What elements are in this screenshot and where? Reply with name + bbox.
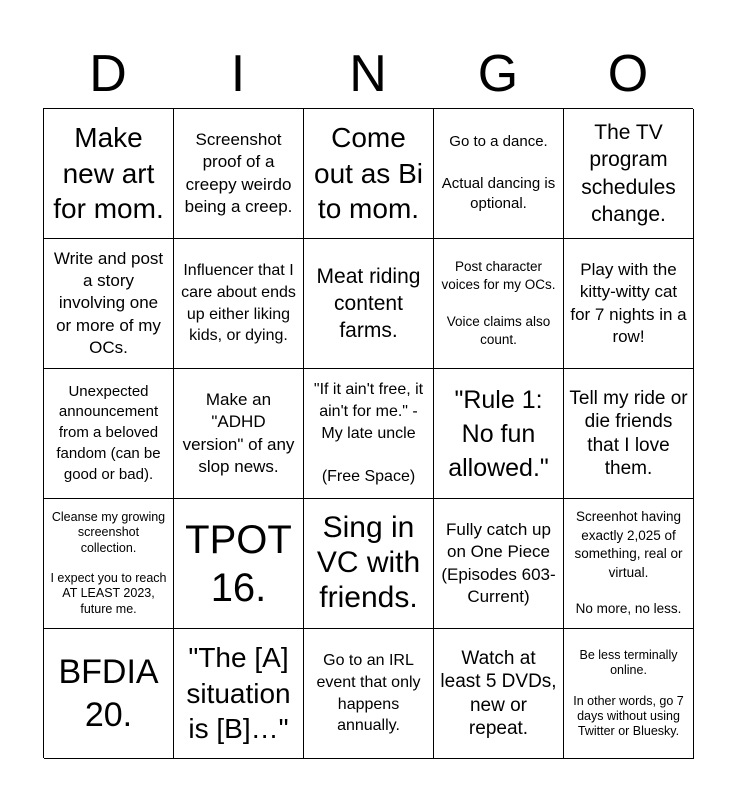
cell-text: Fully catch up on One Piece (Episodes 603-Current) xyxy=(441,520,556,606)
cell-text: Cleanse my growing screenshot collection. I expect you to reach AT LEAST 2023, future me. xyxy=(50,510,167,616)
bingo-cell[interactable] xyxy=(434,499,564,629)
bingo-cell[interactable] xyxy=(564,629,694,759)
bingo-header xyxy=(43,40,693,108)
bingo-cell[interactable] xyxy=(44,239,174,369)
bingo-cell[interactable] xyxy=(304,499,434,629)
cell-text: Meat riding content farms. xyxy=(316,264,421,343)
cell-text: Write and post a story involving one or more of my OCs. xyxy=(53,249,164,357)
cell-text: Go to a dance. Actual dancing is optional. xyxy=(441,133,556,213)
bingo-cell[interactable] xyxy=(44,109,174,239)
cell-text: Sing in VC with friends. xyxy=(316,511,421,614)
bingo-cell[interactable] xyxy=(304,239,434,369)
cell-text: Come out as Bi to mom. xyxy=(314,122,423,225)
cell-text: Go to an IRL event that only happens annually. xyxy=(316,652,421,735)
bingo-cell[interactable] xyxy=(434,629,564,759)
cell-text: Play with the kitty-witty cat for 7 nights in a row! xyxy=(570,260,687,346)
cell-text: The TV program schedules change. xyxy=(581,120,676,226)
cell-text: Unexpected announcement from a beloved fandom (can be good or bad). xyxy=(56,382,161,483)
bingo-cell[interactable] xyxy=(304,369,434,499)
bingo-cell[interactable] xyxy=(174,109,304,239)
bingo-cell[interactable] xyxy=(174,369,304,499)
bingo-cell[interactable] xyxy=(174,629,304,759)
cell-text: "The [A] situation is [B]…" xyxy=(186,642,291,745)
header-letter-i: I xyxy=(230,45,246,103)
bingo-cell[interactable] xyxy=(564,239,694,369)
bingo-cell[interactable] xyxy=(564,369,694,499)
cell-text: Tell my ride or die friends that I love them. xyxy=(569,388,688,479)
bingo-cell[interactable] xyxy=(174,239,304,369)
cell-text: Make an "ADHD version" of any slop news. xyxy=(182,390,295,476)
header-letter-o: O xyxy=(607,45,649,103)
cell-text: TPOT 16. xyxy=(185,517,292,610)
cell-text: Make new art for mom. xyxy=(53,122,164,225)
bingo-cell[interactable] xyxy=(304,629,434,759)
bingo-cell[interactable] xyxy=(174,499,304,629)
bingo-cell[interactable] xyxy=(564,499,694,629)
bingo-cell[interactable] xyxy=(564,109,694,239)
bingo-cell[interactable] xyxy=(44,499,174,629)
header-letter-d: D xyxy=(89,45,127,103)
cell-text: Be less terminally online. In other words, go 7 days without using Twitter or Bluesky. xyxy=(573,647,684,738)
header-letter-n: N xyxy=(349,45,387,103)
cell-text: "Rule 1: No fun allowed." xyxy=(448,385,549,482)
cell-text: BFDIA 20. xyxy=(58,653,159,734)
bingo-cell[interactable] xyxy=(434,369,564,499)
cell-text: Post character voices for my OCs. Voice claims also count. xyxy=(441,258,556,348)
cell-text: Screenshot proof of a creepy weirdo being a creep. xyxy=(184,130,293,216)
cell-text: Influencer that I care about ends up either liking kids, or dying. xyxy=(181,262,296,345)
cell-text: Screenhot having exactly 2,025 of something, real or virtual. No more, no less. xyxy=(574,509,683,617)
bingo-cell[interactable] xyxy=(44,629,174,759)
bingo-cell[interactable] xyxy=(434,109,564,239)
cell-text: Watch at least 5 DVDs, new or repeat. xyxy=(440,648,557,739)
bingo-cell[interactable] xyxy=(434,239,564,369)
bingo-cell[interactable] xyxy=(44,369,174,499)
cell-text: "If it ain't free, it ain't for me." -My late uncle (Free Space) xyxy=(313,381,424,486)
bingo-grid xyxy=(43,108,693,758)
bingo-cell[interactable] xyxy=(304,109,434,239)
header-letter-g: G xyxy=(477,45,519,103)
